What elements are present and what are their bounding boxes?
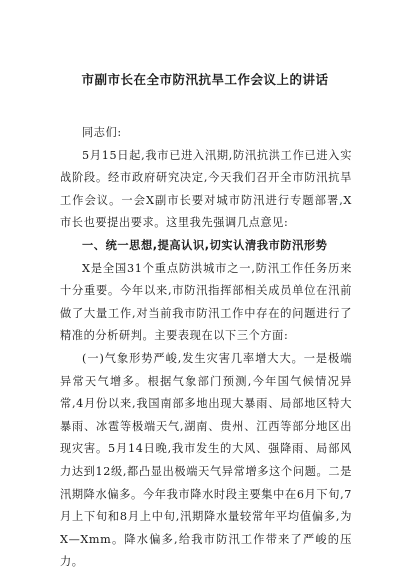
document-title: 市副市长在全市防汛抗旱工作会议上的讲话 — [81, 72, 329, 87]
document-body — [60, 122, 352, 574]
point-one-paragraph: (一)气象形势严峻,发生灾害几率增大大。一是极端异常天气增多。根据气象部门预测,今年国气候情况异常,4月份以来,我国南部多地出现大暴雨、局部地区特大暴雨、冰雹等极端天气,湖南、贵州、江西等部分地区出现灾害。5月14日晚,我市发生的大风、强降雨、局部风力达到12级,都凸显出极端天气异常增多这个问题。二是汛期降水偏多。今年我市降水时段主要集中在6月下旬,7月上下旬和8月上中旬,汛期降水量较常年平均值偏多,为X—Xmm。降水偏多,给我市防汛工作带来了严峻的压力。 — [60, 351, 352, 569]
section-intro-paragraph: X是全国31个重点防洪城市之一,防汛工作任务历来十分重要。今年以来,市防汛指挥部相关成员单位在汛前做了大量工作,对当前我市防汛工作中存在的问题进行了精准的分析研判。主要表现在以下三个方面: — [60, 261, 352, 343]
salutation: 同志们: — [82, 126, 122, 139]
intro-paragraph: 5月15日起,我市已进入汛期,防汛抗洪工作已进入实战阶段。经市政府研究决定,今天我们召开全市防汛抗旱工作会议。一会X副市长要对城市防汛进行专题部署,X市长也要提出要求。这里我先强调几点意见: — [60, 148, 352, 230]
section-heading: 一、统一思想,提高认识,切实认清我市防汛形势 — [82, 238, 328, 252]
